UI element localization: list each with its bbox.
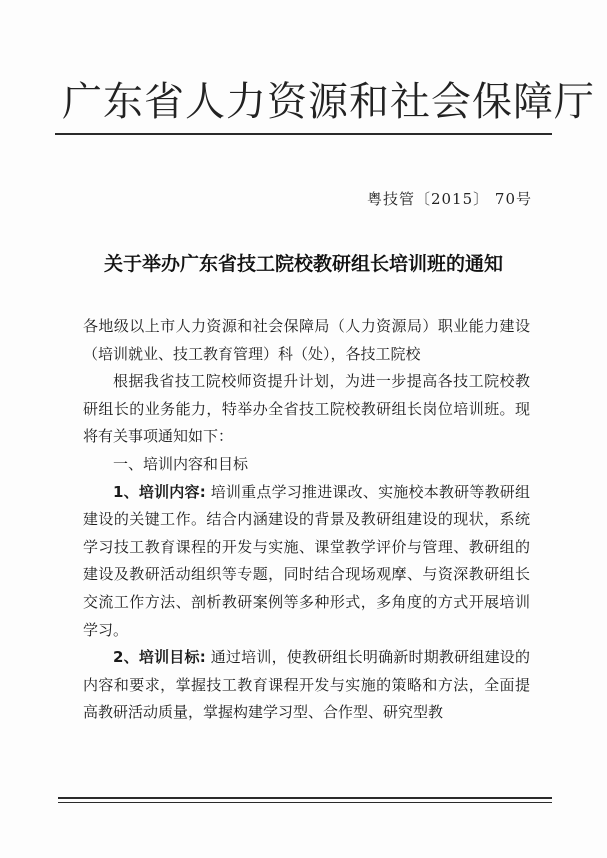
item-1-paragraph — [83, 479, 530, 645]
item-1-label: 1、培训内容: — [113, 482, 206, 501]
document-number: 粤技管〔2015〕 70号 — [366, 190, 532, 208]
header-divider-line — [55, 133, 552, 135]
item-2-text: 通过培训，使教研组长明确新时期教研组建设的内容和要求，掌握技工教育课程开发与实施的策略和方法，全面提高教研活动质量，掌握构建学习型、合作型、研究型教 — [83, 648, 531, 722]
intro-paragraph: 根据我省技工院校师资提升计划，为进一步提高各技工院校教研组长的业务能力，特举办全省技工院校教研组长岗位培训班。现将有关事项通知如下： — [83, 372, 530, 446]
document-title: 关于举办广东省技工院校教研组长培训班的通知 — [103, 253, 503, 275]
item-2-label: 2、培训目标: — [113, 648, 206, 667]
footer-divider-line-thick — [58, 797, 552, 799]
item-1-text: 培训重点学习推进课改、实施校本教研等教研组建设的关键工作。结合内涵建设的背景及教研组建设的现状，系统学习技工教育课程的开发与实施、课堂教学评价与管理、教研组的建设及教研活动组织等专题，同时结合现场观摩、与资深教研组长交流工作方法、剖析教研案例等多种形式，多角度的方式开展培训学习。 — [83, 482, 531, 639]
item-2-paragraph — [83, 644, 530, 727]
issuing-authority-header: 广东省人力资源和社会保障厅 — [62, 79, 595, 125]
footer-divider-line-thin — [58, 802, 552, 803]
document-body — [83, 313, 530, 727]
section-heading-1: 一、培训内容和目标 — [113, 454, 249, 473]
recipients-paragraph: 各地级以上市人力资源和社会保障局（人力资源局）职业能力建设（培训就业、技工教育管理）科（处），各技工院校 — [83, 317, 530, 363]
